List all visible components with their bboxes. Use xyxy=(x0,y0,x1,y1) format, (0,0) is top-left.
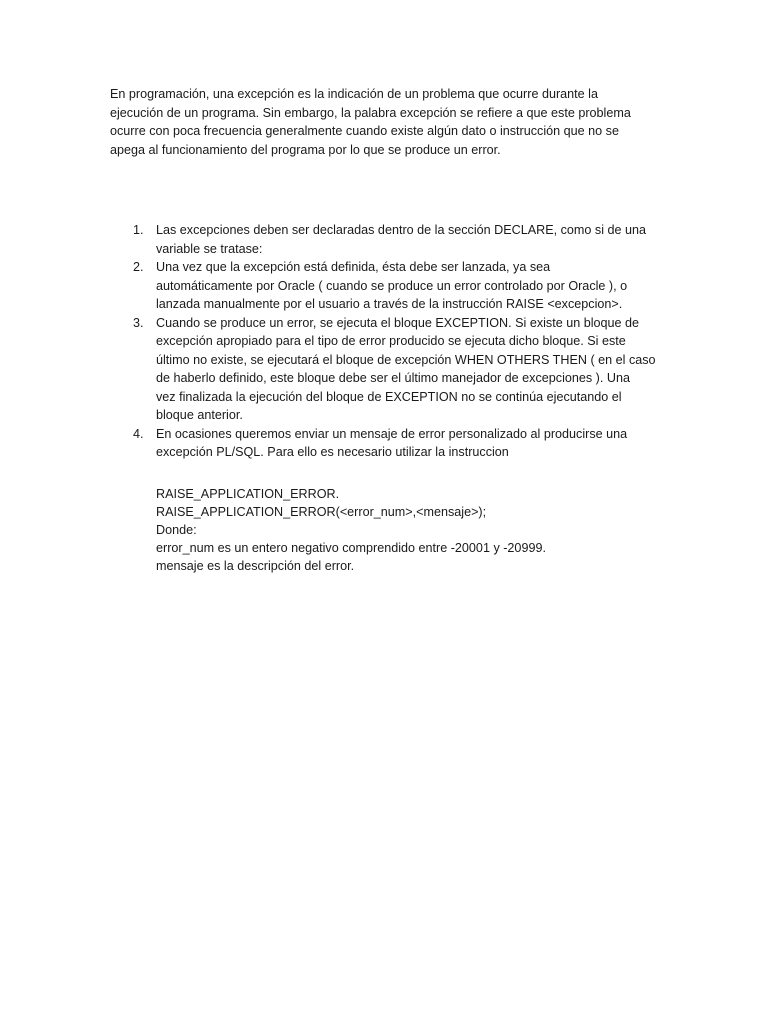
list-item-line: excepción apropiado para el tipo de error producido se ejecuta dicho bloque. Si este xyxy=(156,334,626,348)
list-number: 3. xyxy=(133,315,144,330)
list-item-line: vez finalizada la ejecución del bloque de EXCEPTION no se continúa ejecutando el xyxy=(156,389,622,404)
numbered-list xyxy=(110,221,670,462)
list-item-line: de haberlo definido, este bloque debe ser el último manejador de excepciones ). Una xyxy=(156,371,630,385)
intro-paragraph xyxy=(110,85,670,159)
code-line: error_num es un entero negativo comprendido entre -20001 y -20999. xyxy=(156,541,546,555)
list-number: 4. xyxy=(133,426,144,441)
list-item-line: En ocasiones queremos enviar un mensaje de error personalizado al producirse una xyxy=(156,426,628,441)
code-line: RAISE_APPLICATION_ERROR. xyxy=(156,487,340,501)
list-item-line: bloque anterior. xyxy=(156,408,243,422)
intro-line: apega al funcionamiento del programa por lo que se produce un error. xyxy=(110,142,501,157)
intro-line: En programación, una excepción es la indicación de un problema que ocurre durante la xyxy=(110,87,598,101)
code-line: RAISE_APPLICATION_ERROR(<error_num>,<mensaje>); xyxy=(156,505,487,519)
list-item xyxy=(110,425,670,462)
list-item-line: Una vez que la excepción está definida, ésta debe ser lanzada, ya sea xyxy=(156,260,551,274)
code-block xyxy=(156,485,656,575)
list-item-line: último no existe, se ejecutará el bloque de excepción WHEN OTHERS THEN ( en el caso xyxy=(156,352,656,367)
list-item-line: excepción PL/SQL. Para ello es necesario utilizar la instruccion xyxy=(156,445,509,459)
intro-line: ejecución de un programa. Sin embargo, la palabra excepción se refiere a que este problema xyxy=(110,105,631,120)
intro-line: ocurre con poca frecuencia generalmente cuando existe algún dato o instrucción que no se xyxy=(110,124,619,138)
list-item-line: Cuando se produce un error, se ejecuta el bloque EXCEPTION. Si existe un bloque de xyxy=(156,315,640,330)
code-line: Donde: xyxy=(156,523,197,537)
list-item xyxy=(110,221,670,258)
code-line: mensaje es la descripción del error. xyxy=(156,559,355,573)
list-item-line: lanzada manualmente por el usuario a través de la instrucción RAISE <excepcion>. xyxy=(156,297,623,311)
list-number: 1. xyxy=(133,223,144,237)
list-item xyxy=(110,314,670,425)
list-number: 2. xyxy=(133,260,144,274)
list-item xyxy=(110,258,670,314)
list-item-line: Las excepciones deben ser declaradas dentro de la sección DECLARE, como si de una xyxy=(156,223,647,237)
list-item-line: variable se tratase: xyxy=(156,241,263,256)
list-item-line: automáticamente por Oracle ( cuando se produce un error controlado por Oracle ), o xyxy=(156,278,628,293)
